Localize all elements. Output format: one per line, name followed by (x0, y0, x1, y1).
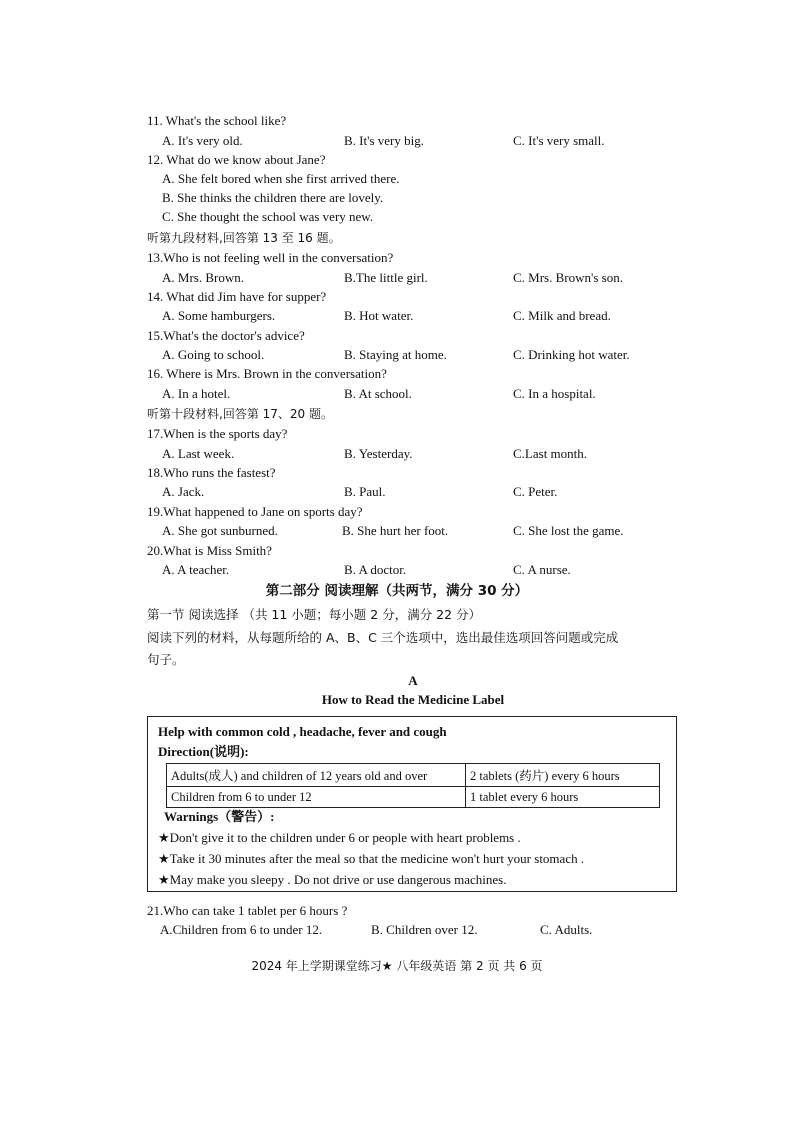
q11-option-c: C. It's very small. (513, 133, 605, 148)
q20-option-a: A. A teacher. (162, 562, 230, 577)
q21-option-a: A.Children from 6 to under 12. (160, 922, 323, 937)
q15-option-a: A. Going to school. (162, 347, 265, 362)
q19-option-a: A. She got sunburned. (162, 523, 278, 538)
table-row (167, 787, 660, 808)
direction-table (166, 763, 660, 808)
q15-option-c: C. Drinking hot water. (513, 347, 630, 362)
q12-option-a: A. She felt bored when she first arrived there. (162, 171, 400, 186)
passage-title: How to Read the Medicine Label (321, 692, 505, 707)
section-1-title: 第一节 阅读选择 （共 11 小题；每小题 2 分，满分 22 分） (147, 607, 482, 622)
direction-label: Direction(说明): (158, 744, 249, 759)
table-cell: Children from 6 to under 12 (167, 787, 466, 808)
q14-option-a: A. Some hamburgers. (162, 308, 276, 323)
question-19: 19.What happened to Jane on sports day? (147, 504, 363, 519)
question-18: 18.Who runs the fastest? (147, 465, 276, 480)
q18-option-a: A. Jack. (162, 484, 205, 499)
table-cell: 2 tablets (药片) every 6 hours (466, 764, 660, 787)
q19-option-c: C. She lost the game. (513, 523, 624, 538)
q19-option-b: B. She hurt her foot. (342, 523, 449, 538)
label-heading: Help with common cold , headache, fever and cough (158, 724, 447, 739)
passage-9-instruction: 听第九段材料,回答第 13 至 16 题。 (147, 231, 341, 245)
question-12: 12. What do we know about Jane? (147, 152, 326, 167)
reading-instruction-line-1: 阅读下列的材料，从每题所给的 A、B、C 三个选项中，选出最佳选项回答问题或完成 (147, 630, 619, 645)
q13-option-a: A. Mrs. Brown. (162, 270, 244, 285)
table-row (167, 764, 660, 787)
q13-option-b: B.The little girl. (344, 270, 428, 285)
q16-option-c: C. In a hospital. (513, 386, 596, 401)
q11-option-b: B. It's very big. (344, 133, 424, 148)
q16-option-a: A. In a hotel. (162, 386, 231, 401)
q18-option-b: B. Paul. (344, 484, 386, 499)
q16-option-b: B. At school. (344, 386, 412, 401)
q11-option-a: A. It's very old. (162, 133, 243, 148)
question-21: 21.Who can take 1 tablet per 6 hours ? (147, 903, 348, 918)
warnings-label: Warnings（警告）: (164, 809, 275, 824)
q17-option-a: A. Last week. (162, 446, 235, 461)
q20-option-c: C. A nurse. (513, 562, 571, 577)
question-20: 20.What is Miss Smith? (147, 543, 272, 558)
warning-item: ★May make you sleepy . Do not drive or use dangerous machines. (158, 872, 507, 887)
table-cell: Adults(成人) and children of 12 years old and over (167, 764, 466, 787)
q18-option-c: C. Peter. (513, 484, 558, 499)
question-16: 16. Where is Mrs. Brown in the conversation? (147, 366, 387, 381)
page-footer: 2024 年上学期课堂练习★ 八年级英语 第 2 页 共 6 页 (251, 959, 543, 973)
q15-option-b: B. Staying at home. (344, 347, 447, 362)
question-17: 17.When is the sports day? (147, 426, 288, 441)
q14-option-b: B. Hot water. (344, 308, 414, 323)
q12-option-b: B. She thinks the children there are lovely. (162, 190, 384, 205)
q20-option-b: B. A doctor. (344, 562, 407, 577)
passage-letter: A (408, 673, 418, 688)
table-cell: 1 tablet every 6 hours (466, 787, 660, 808)
question-11: 11. What's the school like? (147, 113, 287, 128)
q21-option-c: C. Adults. (540, 922, 593, 937)
part-2-title: 第二部分 阅读理解（共两节，满分 30 分） (265, 583, 529, 599)
q12-option-c: C. She thought the school was very new. (162, 209, 374, 224)
q13-option-c: C. Mrs. Brown's son. (513, 270, 623, 285)
reading-instruction-line-2: 句子。 (147, 652, 185, 667)
warning-item: ★Don't give it to the children under 6 or people with heart problems . (158, 830, 521, 845)
question-13: 13.Who is not feeling well in the conversation? (147, 250, 394, 265)
q17-option-b: B. Yesterday. (344, 446, 413, 461)
question-15: 15.What's the doctor's advice? (147, 328, 305, 343)
passage-10-instruction: 听第十段材料,回答第 17、20 题。 (147, 407, 333, 421)
warning-item: ★Take it 30 minutes after the meal so that the medicine won't hurt your stomach . (158, 851, 585, 866)
q14-option-c: C. Milk and bread. (513, 308, 611, 323)
question-14: 14. What did Jim have for supper? (147, 289, 327, 304)
q17-option-c: C.Last month. (513, 446, 588, 461)
q21-option-b: B. Children over 12. (371, 922, 478, 937)
